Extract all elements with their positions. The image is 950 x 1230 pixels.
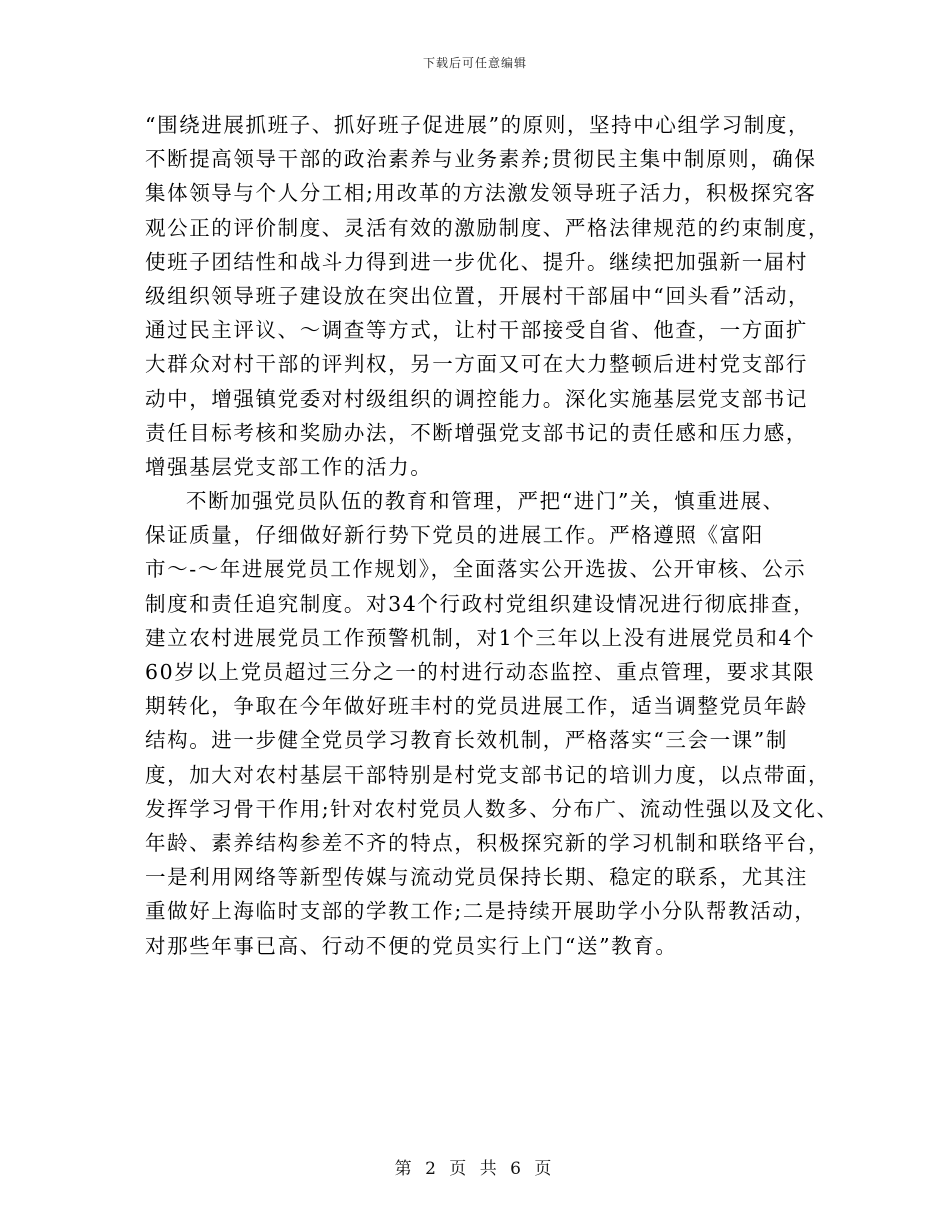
text-line: 保证质量，仔细做好新行势下党员的进展工作。严格遵照《富阳	[145, 523, 764, 548]
text-line: 动中，增强镇党委对村级组织的调控能力。深化实施基层党支部书记	[145, 386, 808, 411]
text-line: 集体领导与个人分工相;用改革的方法激发领导班子活力，积极探究客	[145, 181, 817, 206]
text-line: 大群众对村干部的评判权，另一方面又可在大力整顿后进村党支部行	[145, 352, 808, 377]
text-line: 对那些年事已高、行动不便的党员实行上门“送”教育。	[145, 933, 678, 958]
text-line: 增强基层党支部工作的活力。	[145, 454, 433, 479]
text-line: 重做好上海临时支部的学教工作;二是持续开展助学小分队帮教活动，	[145, 899, 817, 924]
body-text	[145, 108, 839, 963]
text-line: 发挥学习骨干作用;针对农村党员人数多、分布广、流动性强以及文化、	[145, 796, 839, 821]
text-line: 年龄、素养结构参差不齐的特点，积极探究新的学习机制和联络平台，	[145, 830, 831, 855]
text-line: 责任目标考核和奖励办法，不断增强党支部书记的责任感和压力感，	[145, 420, 808, 445]
text-line: 市～-～年进展党员工作规划》，全面落实公开选拔、公开审核、公示	[145, 557, 807, 582]
text-line: 制度和责任追究制度。对34个行政村党组织建设情况进行彻底排查，	[145, 591, 816, 616]
text-line: 级组织领导班子建设放在突出位置，开展村干部届中“回头看”活动，	[145, 283, 811, 308]
text-line: 期转化，争取在今年做好班丰村的党员进展工作，适当调整党员年龄	[145, 694, 808, 719]
text-line: 60岁以上党员超过三分之一的村进行动态监控、重点管理，要求其限	[145, 660, 816, 684]
text-line: “围绕进展抓班子、抓好班子促进展”的原则，坚持中心组学习制度，	[145, 113, 811, 137]
text-line: 不断提高领导干部的政治素养与业务素养;贯彻民主集中制原则，确保	[145, 147, 817, 172]
text-line: 通过民主评议、～调查等方式，让村干部接受自省、他查，一方面扩	[145, 318, 808, 343]
paragraph-2	[145, 484, 839, 963]
text-line: 不断加强党员队伍的教育和管理，严把“进门”关，慎重进展、	[186, 489, 785, 514]
text-line: 观公正的评价制度、灵活有效的激励制度、严格法律规范的约束制度，	[145, 215, 831, 240]
page-header: 下载后可任意编辑	[422, 56, 527, 70]
text-line: 一是利用网络等新型传媒与流动党员保持长期、稳定的联系，尤其注	[145, 865, 808, 890]
text-line: 度，加大对农村基层干部特别是村党支部书记的培训力度，以点带面，	[145, 762, 831, 787]
page-footer: 第 2 页 共 6 页	[394, 1159, 556, 1179]
text-line: 结构。进一步健全党员学习教育长效机制，严格落实“三会一课”制	[145, 728, 788, 753]
text-line: 建立农村进展党员工作预警机制，对1个三年以上没有进展党员和4个	[145, 625, 816, 650]
text-line: 使班子团结性和战斗力得到进一步优化、提升。继续把加强新一届村	[145, 249, 808, 274]
paragraph-1	[145, 108, 831, 484]
